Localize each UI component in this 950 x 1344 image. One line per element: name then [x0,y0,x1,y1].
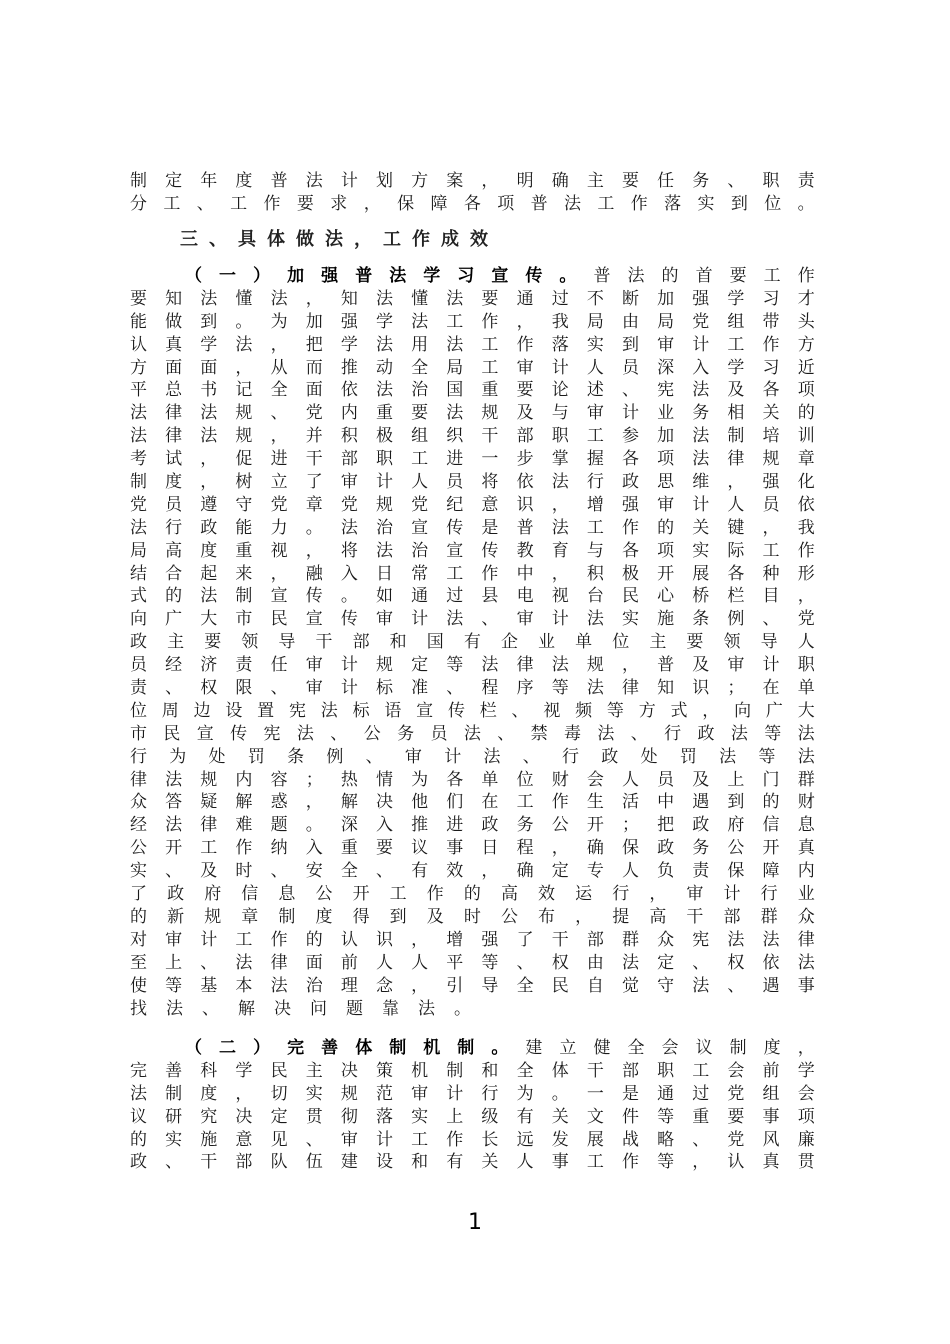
paragraph-line: 向广大市民宣传审计法、审计法实施条例、党 [130,609,815,630]
paragraph-line: 式的法制宣传。如通过县电视台民心桥栏目， [130,586,815,607]
paragraph-1-lead-rest: 普法的首要工作 [593,266,815,286]
paragraph-line: 法律法规、党内重要法规及与审计业务相关的 [130,403,815,424]
section-heading: 三、具体做法，工作成效 [180,229,499,250]
paragraph-2-lead-line [130,1037,815,1060]
paragraph-line: 了政府信息公开工作的高效运行，审计行业 [130,884,815,905]
paragraph-line: 认真学法，把学法用法工作落实到审计工作方 [130,334,815,355]
paragraph-line: 平总书记全面依法治国重要论述、宪法及各项 [130,380,815,401]
paragraph-line: 法制度，切实规范审计行为。一是通过党组会 [130,1083,815,1104]
paragraph-line: 制度，树立了审计人员将依法行政思维，强化 [130,472,815,493]
paragraph-line: 行为处罚条例、审计法、行政处罚法等法 [130,746,815,767]
paragraph-1-lead-line [130,265,815,288]
paragraph-line: 政、干部队伍建设和有关人事工作等，认真贯 [130,1152,815,1173]
paragraph-line: 结合起来，融入日常工作中，积极开展各种形 [130,563,815,584]
paragraph-line: 公开工作纳入重要议事日程，确保政务公开真 [130,838,815,859]
paragraph-2-body [130,1060,815,1174]
paragraph-2-lead-rest: 建立健全会议制度， [525,1038,815,1058]
paragraph-line: 政主要领导干部和国有企业单位主要领导人 [130,632,815,653]
paragraph-line: 议研究决定贯彻落实上级有关文件等重要事项 [130,1106,815,1127]
paragraph-2-lead-bold: （二）完善体制机制。 [185,1038,526,1058]
paragraph-line: 位周边设置宪法标语宣传栏、视频等方式，向广大 [130,700,815,721]
intro-line-1: 制定年度普法计划方案，明确主要任务、职责 [130,171,815,191]
paragraph-line: 至上、法律面前人人平等、权由法定、权依法 [130,952,815,973]
paragraph-line: 局高度重视，将法治宣传教育与各项实际工作 [130,540,815,561]
paragraph-1 [130,265,815,1020]
paragraph-line: 市民宣传宪法、公务员法、禁毒法、行政法等法 [130,723,815,744]
paragraph-line: 员经济责任审计规定等法律法规，普及审计职 [130,655,815,676]
paragraph-line: 找法、解决问题靠法。 [130,998,490,1019]
paragraph-line: 责、权限、审计标准、程序等法律知识；在单 [130,678,815,699]
paragraph-line: 方面面，从而推动全局工审计人员深入学习近 [130,357,815,378]
paragraph-line: 要知法懂法，知法懂法要通过不断加强学习才 [130,288,815,309]
paragraph-line: 能做到。为加强学法工作，我局由局党组带头 [130,311,815,332]
paragraph-line: 法律法规，并积极组织干部职工参加法制培训 [130,426,815,447]
paragraph-line: 考试，促进干部职工进一步掌握各项法律规章 [130,449,815,470]
intro-paragraph [130,170,815,216]
paragraph-1-lead-bold: （一）加强普法学习宣传。 [185,266,594,286]
paragraph-line: 律法规内容；热情为各单位财会人员及上门群 [130,769,815,790]
paragraph-line: 党员遵守党章党规党纪意识，增强审计人员依 [130,494,815,515]
paragraph-line: 经法律难题。深入推进政务公开；把政府信息 [130,815,815,836]
paragraph-line: 的实施意见、审计工作长远发展战略、党风廉 [130,1129,815,1150]
intro-line-2: 分工、工作要求，保障各项普法工作落实到位。 [130,193,815,214]
page-number: 1 [468,1210,482,1235]
paragraph-line: 众答疑解惑，解决他们在工作生活中遇到的财 [130,792,815,813]
paragraph-line: 使等基本法治理念，引导全民自觉守法、遇事 [130,975,815,996]
paragraph-2 [130,1037,815,1174]
paragraph-line: 法行政能力。法治宣传是普法工作的关键，我 [130,517,815,538]
paragraph-line: 对审计工作的认识，增强了干部群众宪法法律 [130,929,815,950]
paragraph-1-body [130,288,815,1021]
paragraph-line: 的新规章制度得到及时公布，提高干部群众 [130,906,815,927]
paragraph-line: 完善科学民主决策机制和全体干部职工会前学 [130,1060,815,1081]
paragraph-line: 实、及时、安全、有效，确定专人负责保障内 [130,861,815,882]
